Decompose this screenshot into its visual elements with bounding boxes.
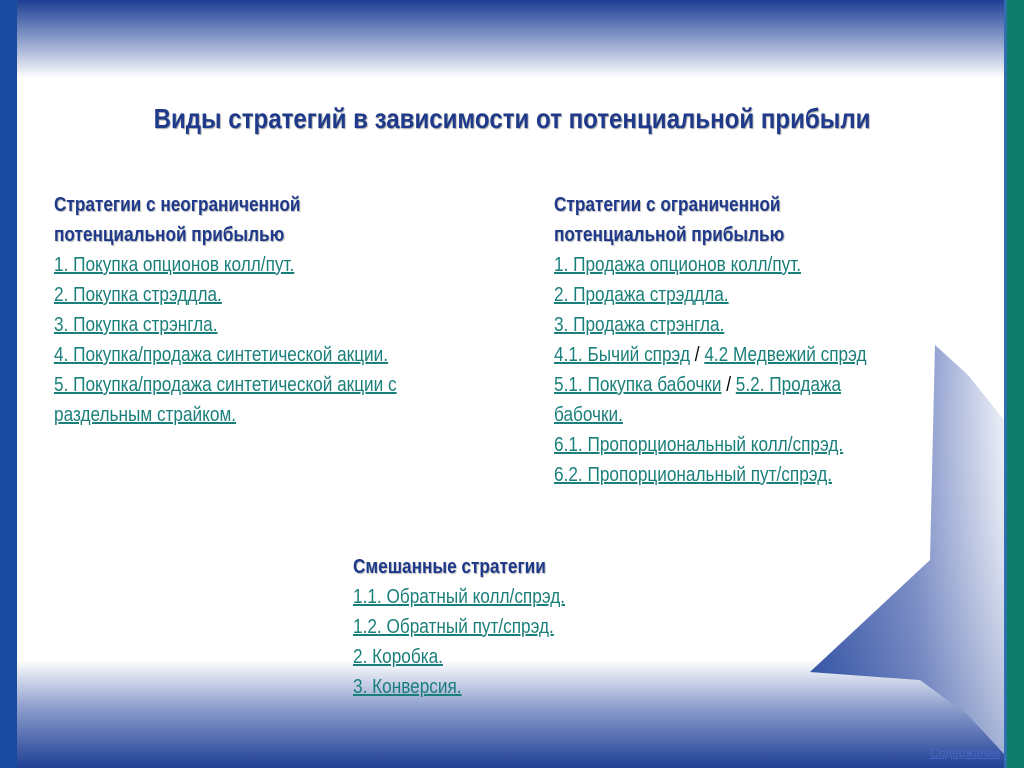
right-frame-edge <box>1004 0 1007 768</box>
limited-heading-line1: Стратегии с ограниченной <box>554 194 781 216</box>
right-frame <box>1006 0 1024 768</box>
link-back-call-spread[interactable]: 1.1. Обратный колл/спрэд. <box>353 586 566 608</box>
link-buy-strangle[interactable]: 3. Покупка стрэнгла. <box>54 314 218 336</box>
top-band <box>0 0 1024 78</box>
link-back-put-spread[interactable]: 1.2. Обратный пут/спрэд. <box>353 616 554 638</box>
link-bear-spread[interactable]: 4.2 Медвежий спрэд <box>704 344 867 366</box>
link-synthetic-split-strike-line1[interactable]: 5. Покупка/продажа синтетической акции с <box>54 374 397 396</box>
link-sell-strangle[interactable]: 3. Продажа стрэнгла. <box>554 314 725 336</box>
separator-slash: / <box>726 374 731 396</box>
limited-profit-column <box>554 190 917 490</box>
link-ratio-put-spread[interactable]: 6.2. Пропорциональный пут/спрэд. <box>554 464 833 486</box>
link-sell-butterfly-line2[interactable]: бабочки. <box>554 404 623 426</box>
mixed-heading: Смешанные стратегии <box>353 556 546 578</box>
link-bull-spread[interactable]: 4.1. Бычий спрэд <box>554 344 690 366</box>
link-buy-straddle[interactable]: 2. Покупка стрэддла. <box>54 284 222 306</box>
limited-heading-line2: потенциальной прибылью <box>554 224 785 246</box>
unlimited-heading-line2: потенциальной прибылью <box>54 224 285 246</box>
link-conversion[interactable]: 3. Конверсия. <box>353 676 462 698</box>
unlimited-heading-line1: Стратегии с неограниченной <box>54 194 301 216</box>
link-ratio-call-spread[interactable]: 6.1. Пропорциональный колл/спрэд. <box>554 434 844 456</box>
link-sell-butterfly-line1[interactable]: 5.2. Продажа <box>735 374 842 396</box>
link-synthetic-split-strike-line2[interactable]: раздельным страйком. <box>54 404 237 426</box>
link-buy-call-put[interactable]: 1. Покупка опционов колл/пут. <box>54 254 295 276</box>
link-sell-call-put[interactable]: 1. Продажа опционов колл/пут. <box>554 254 802 276</box>
left-frame <box>0 0 17 768</box>
link-buy-butterfly[interactable]: 5.1. Покупка бабочки <box>554 374 722 396</box>
link-synthetic-stock[interactable]: 4. Покупка/продажа синтетической акции. <box>54 344 389 366</box>
separator-slash: / <box>694 344 700 366</box>
unlimited-profit-column <box>54 190 452 430</box>
contents-link[interactable]: Содержание <box>930 746 1001 760</box>
link-box[interactable]: 2. Коробка. <box>353 646 443 668</box>
mixed-strategies-column <box>353 552 600 702</box>
slide-title: Виды стратегий в зависимости от потенциальной прибыли <box>153 103 871 134</box>
link-sell-straddle[interactable]: 2. Продажа стрэддла. <box>554 284 729 306</box>
